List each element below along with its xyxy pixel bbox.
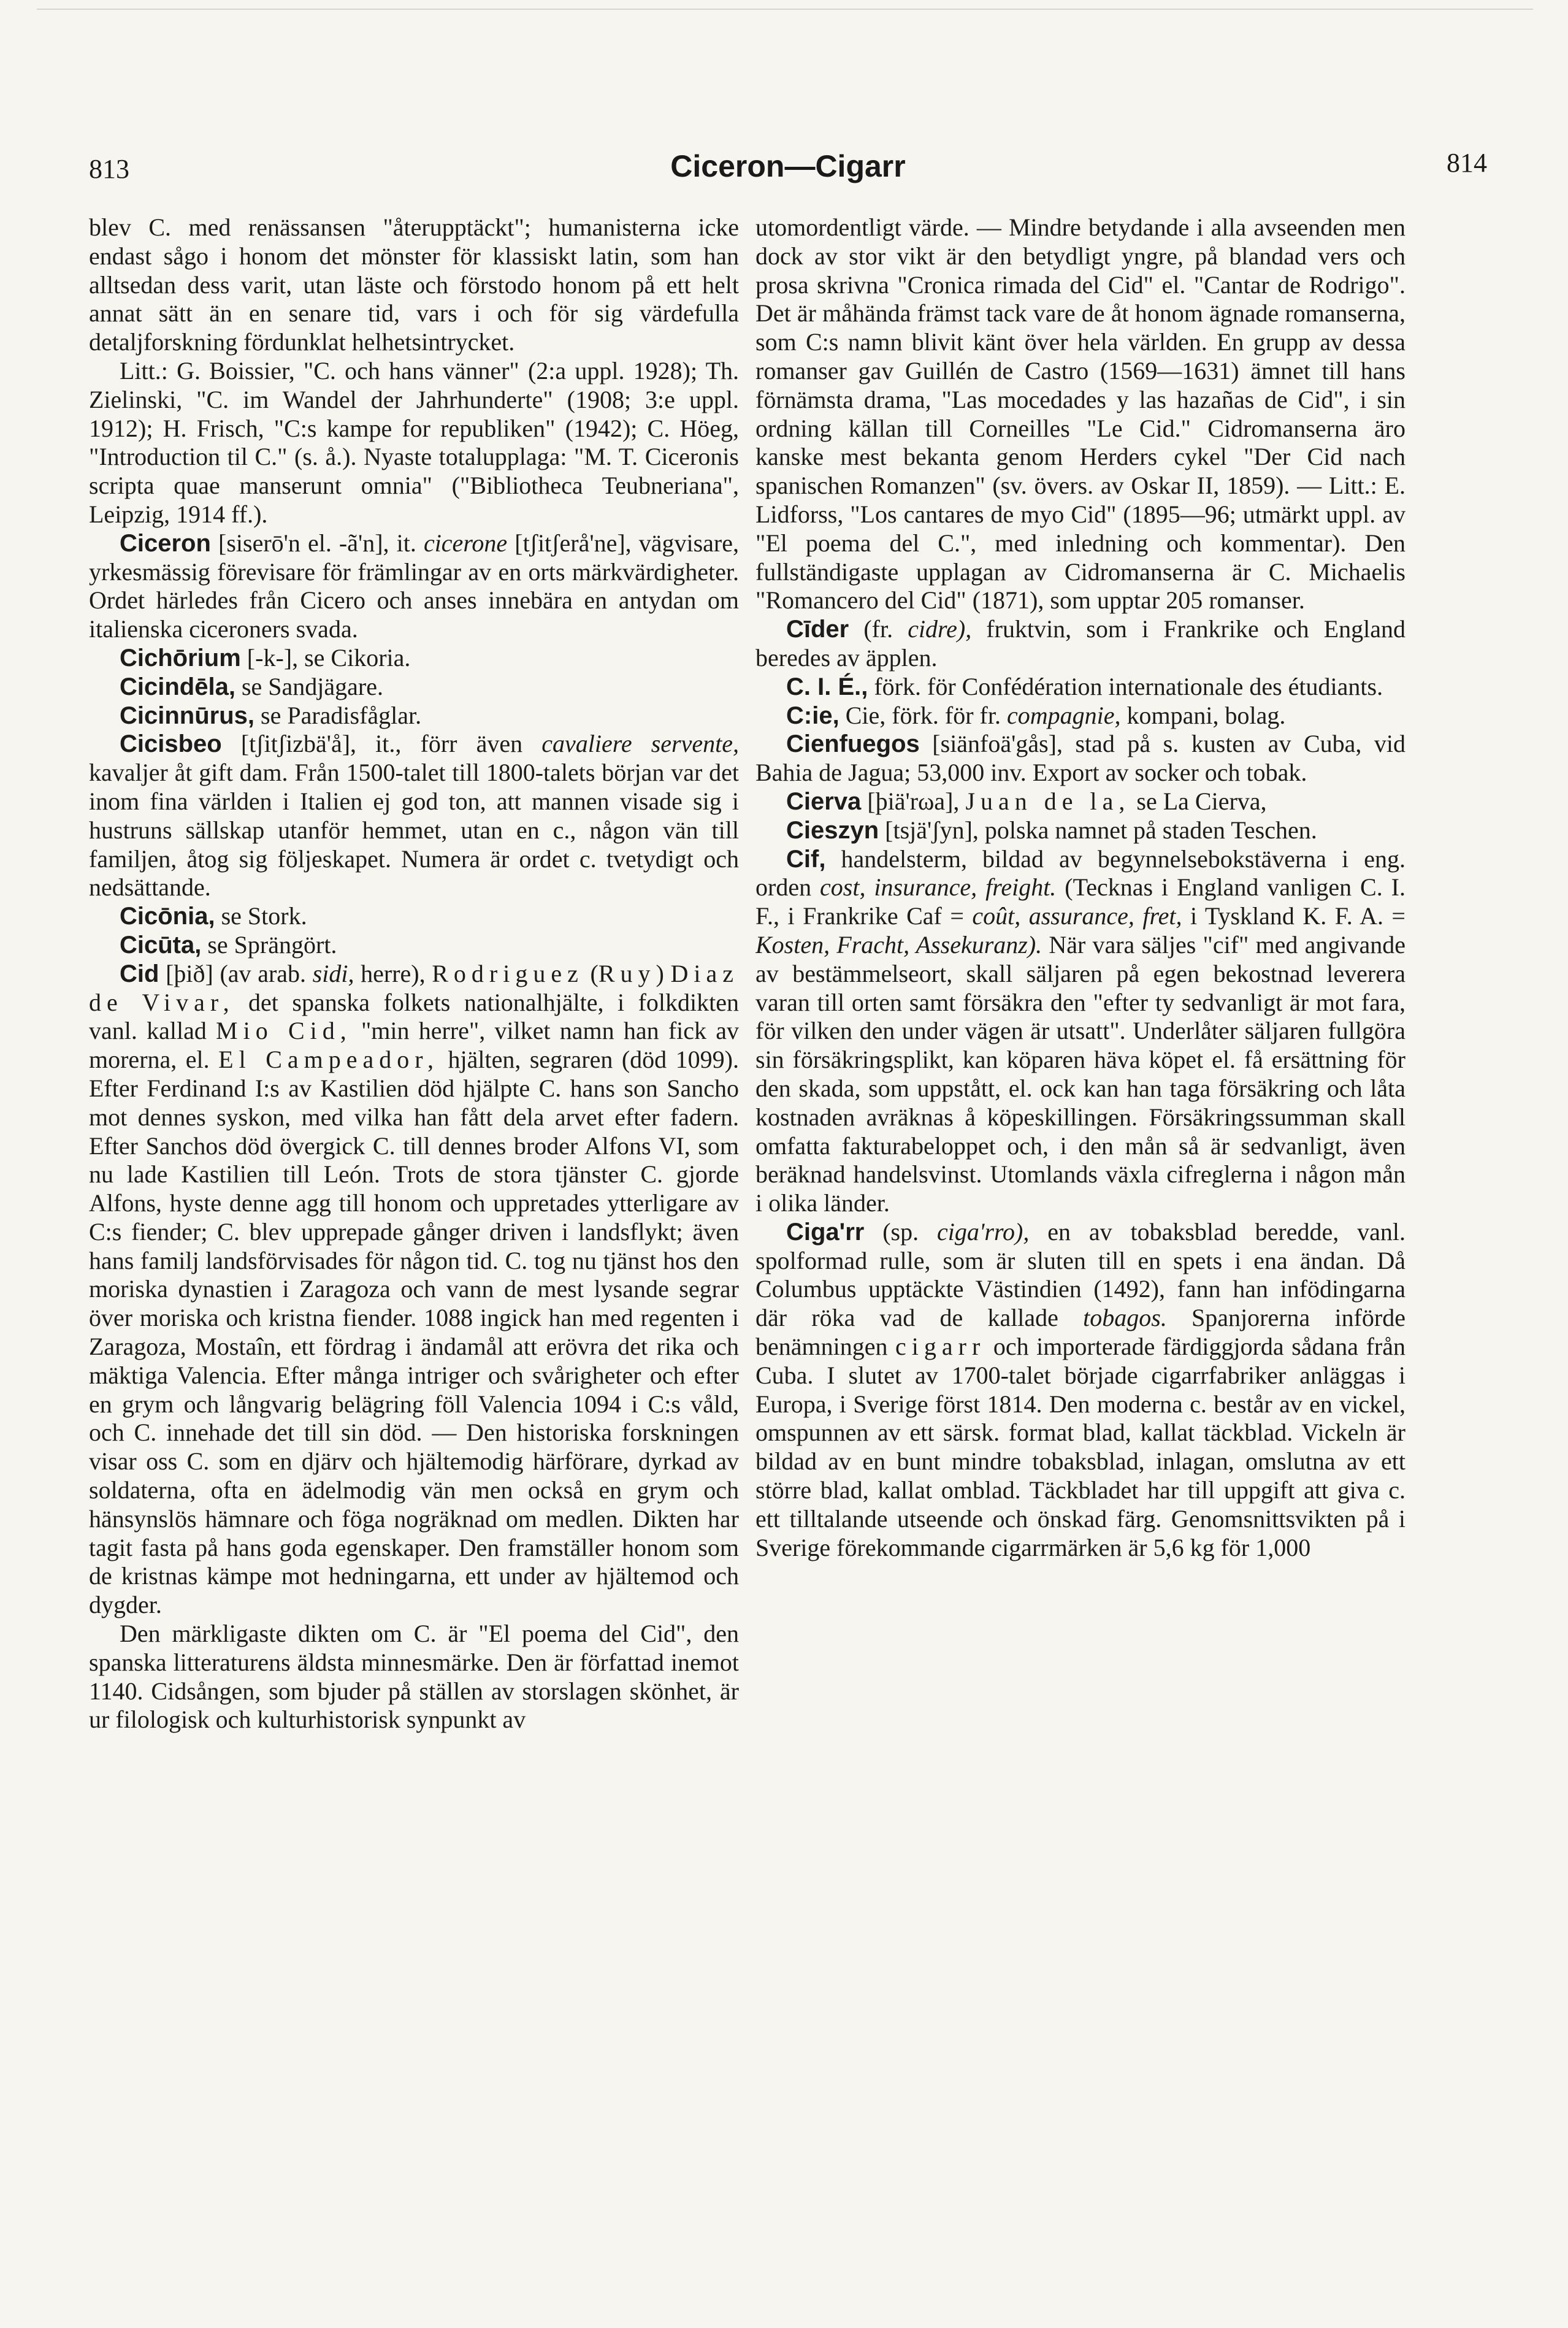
headword: C. I. É., (786, 673, 868, 700)
entry-cie-abbrev: C:ie, Cie, förk. för fr. compagnie, kompani, bolag. (786, 701, 1286, 729)
entry-cienfuegos: Cienfuegos [siänfoä'gås], stad på s. kusten av Cuba, vid Bahia de Jagua; 53,000 inv. Export av socker och tobak. (755, 730, 1405, 787)
running-title: Ciceron—Cigarr (670, 149, 906, 183)
headword: Cicisbeo (120, 730, 222, 758)
right-column (755, 213, 1405, 2231)
entry-cider: Cīder (fr. cidre), fruktvin, som i Frankrike och England beredes av äpplen. (755, 615, 1405, 672)
headword: Cieszyn (786, 816, 879, 844)
entry-cid: Cid [þið] (av arab. sidi, herre), Rodriguez (Ruy) Diaz de Vivar, det spanska folkets nationalhjälte, i folkdikten vanl. kallad Mio Cid, "min herre", vilket namn han fick av morerna, el. El Campeador, hjälten, segraren (död 1099). Efter Ferdinand I:s av Kastilien död hjälpte C. hans son Sancho mot dennes syskon, med vilka han fått dela arvet efter fadern. Efter Sanchos död övergick C. till dennes broder Alfons VI, som nu lade Kastilien till León. Trots de stora tjänster C. gjorde Alfons, hyste denne agg till honom och uppretades ytterligare av C:s fiender; C. blev upprepade gånger driven i landsflykt; även hans familj landsförvisades för någon tid. C. tog nu tjänst hos den moriska dynastien i Zaragoza och vann de mest lysande segrar över moriska och kristna fiender. 1088 ingick han med regenten i Zaragoza, Mostaîn, ett fördrag i ändamål att erövra det rika och mäktiga Valencia. Efter många intriger och svårigheter och efter en grym och långvarig belägring föll Valencia 1094 i C:s våld, och C. innehade det till sin död. — Den historiska forskningen visar oss C. som en djärv och hjältemodig härförare, dyrkad av soldaterna, ofta en ädelmodig vän men också en grym och hänsynslös hämnare och föga nogräknad om medlen. Dikten har tagit fasta på hans goda egenskaper. Den framställer honom som de kristnas kämpe mot hedningarna, ett under av hjältemod och dygder. (89, 959, 739, 1619)
headword: Cienfuegos (786, 730, 920, 758)
headword: Cid (120, 960, 159, 987)
cid-poem-paragraph: Den märkligaste dikten om C. är "El poema del Cid", den spanska litteraturens äldsta minnesmärke. Den är författad inemot 1140. Cidsången, som bjuder på ställen av storslagen skönhet, är ur filologisk och kulturhistorisk synpunkt av (89, 1620, 739, 1734)
headword: Cicūta, (120, 931, 202, 959)
cid-continuation: utomordentligt värde. — Mindre betydande i alla avseenden men dock av stor vikt är den betydligt yngre, på blandad vers och prosa skrivna "Cronica rimada del Cid" el. "Cantar de Rodrigo". Det är måhända främst tack vare de åt honom ägnade romanserna, som C:s namn blivit känt över hela världen. En grupp av dessa romanser gav Guillén de Castro (1569—1631) ämnet till hans förnämsta drama, "Las mocedades y las hazañas de Cid", i sin ordning källan till Corneilles "Le Cid." Cidromanserna äro kanske mest bekanta genom Herders cykel "Der Cid nach spanischen Romanzen" (sv. övers. av Oskar II, 1859). — Litt.: E. Lidforss, "Los cantares de myo Cid" (1895—96; utmärkt uppl. av "El poema del C.", med inledning och kommentar). Den fullständigaste upplagan av Cidromanserna är C. Michaelis "Romancero del Cid" (1871), som upptar 205 romanser. (755, 213, 1405, 615)
entry-cichorium: Cichōrium [-k-], se Cikoria. (120, 643, 411, 672)
ciceron-continuation: blev C. med renässansen "återupptäckt"; humanisterna icke endast sågo i honom det mönster för klassiskt latin, som han alltsedan dess varit, utan läste och förstodo honom på ett helt annat sätt än en senare tid, vars i och för sig värdefulla detaljforskning fördunklat helhetsintrycket. (89, 213, 739, 356)
entry-cicisbeo: Cicisbeo [tʃitʃizbä'å], it., förr även cavaliere servente, kavaljer åt gift dam. Från 1500-talet till 1800-talets början var det inom fina världen i Italien ej god ton, att mannen visade sig i hustruns sällskap utanför hemmet, utan en c., någon vän till familjen, åtog sig följeskapet. Numera är ordet c. tvetydigt och nedsättande. (89, 730, 739, 902)
headword: Cif, (786, 845, 826, 873)
headword: Ciceron (120, 529, 211, 557)
page-number-right: 814 (1447, 148, 1487, 178)
entry-ciceron: Ciceron [siserō'n el. -ã'n], it. cicerone [tʃitʃerå'ne], vägvisare, yrkesmässig förevisare för främlingar av en orts märkvärdigheter. Ordet härledes från Cicero och anses innebära en antydan om italienska ciceroners svada. (89, 529, 739, 643)
headword: C:ie, (786, 702, 839, 729)
headword: Cicindēla, (120, 673, 235, 700)
entry-cicuta: Cicūta, se Sprängört. (120, 930, 337, 959)
headword: Ciga'rr (786, 1218, 865, 1246)
page-header (89, 140, 1487, 189)
scan-edge-line (37, 9, 1533, 10)
ciceron-literature: Litt.: G. Boissier, "C. och hans vänner" (2:a uppl. 1928); Th. Zielinski, "C. im Wandel der Jahrhunderte" (1908; 3:e uppl. 1912); H. Frisch, "C:s kampe for republiken" (1942); C. Höeg, "Introduction til C." (s. å.). Nyaste totalupplaga: "M. T. Ciceronis scripta quae manserunt omnia" ("Bibliotheca Teubneriana", Leipzig, 1914 ff.). (89, 356, 739, 528)
headword: Cicōnia, (120, 903, 215, 930)
entry-cicindela: Cicindēla, se Sandjägare. (120, 672, 383, 700)
headword: Cichōrium (120, 644, 241, 672)
page-number-left: 813 (89, 154, 129, 184)
entry-cieszyn: Cieszyn [tsjä'ʃyn], polska namnet på staden Teschen. (786, 816, 1317, 844)
left-column (89, 213, 739, 2231)
entry-cie: C. I. É., förk. för Confédération internationale des étudiants. (786, 672, 1383, 700)
headword: Cierva (786, 787, 862, 815)
headword: Cicinnūrus, (120, 702, 255, 729)
entry-cierva: Cierva [þiä'rωa], Juan de la, se La Cierva, (786, 787, 1267, 815)
entry-cigarr: Ciga'rr (sp. ciga'rro), en av tobaksblad beredde, vanl. spolformad rulle, som är sluten till en spets i ena ändan. Då Columbus upptäckte Västindien (1492), fann han infödingarna där röka vad de kallade tobagos. Spanjorerna införde benämningen cigarr och importerade färdiggjorda sådana från Cuba. I slutet av 1700-talet började cigarrfabriker anläggas i Europa, i Sverige först 1814. Den moderna c. består av en vickel, omspunnen av ett särsk. format blad, kallat täckblad. Vickeln är bildad av en bunt mindre tobaksblad, inlagan, omslutna av ett större blad, kallat omblad. Täckbladet har till uppgift att giva c. ett tilltalande utseende och önskad färg. Genomsnittsvikten på i Sverige förekommande cigarrmärken är 5,6 kg för 1,000 (755, 1217, 1405, 1561)
entry-ciconia: Cicōnia, se Stork. (120, 902, 307, 930)
entry-cicinnurus: Cicinnūrus, se Paradisfåglar. (120, 701, 422, 729)
headword: Cīder (786, 616, 849, 643)
entry-cif: Cif, handelsterm, bildad av begynnelsebokstäverna i eng. orden cost, insurance, freight. (Tecknas i England vanligen C. I. F., i Frankrike Caf = coût, assurance, fret, i Tyskland K. F. A. = Kosten, Fracht, Assekuranz). När vara säljes "cif" med angivande av bestämmelseort, skall säljaren på egen bekostnad leverera varan till orten samt försäkra den "efter ty sedvanligt är mot fara, för vilken den under vägen är utsatt". Underlåter säljaren fullgöra sin försäkringsplikt, kan köparen häva köpet el. få ersättning för den skada, som uppstått, el. ock kan han taga försäkring och låta kostnaden avräknas å köpeskillingen. Försäkringssumman skall omfatta fakturabeloppet och, i den mån så är sedvanligt, även beräknad handelsvinst. Utomlands växla cifreglerna i någon mån i olika länder. (755, 844, 1405, 1217)
